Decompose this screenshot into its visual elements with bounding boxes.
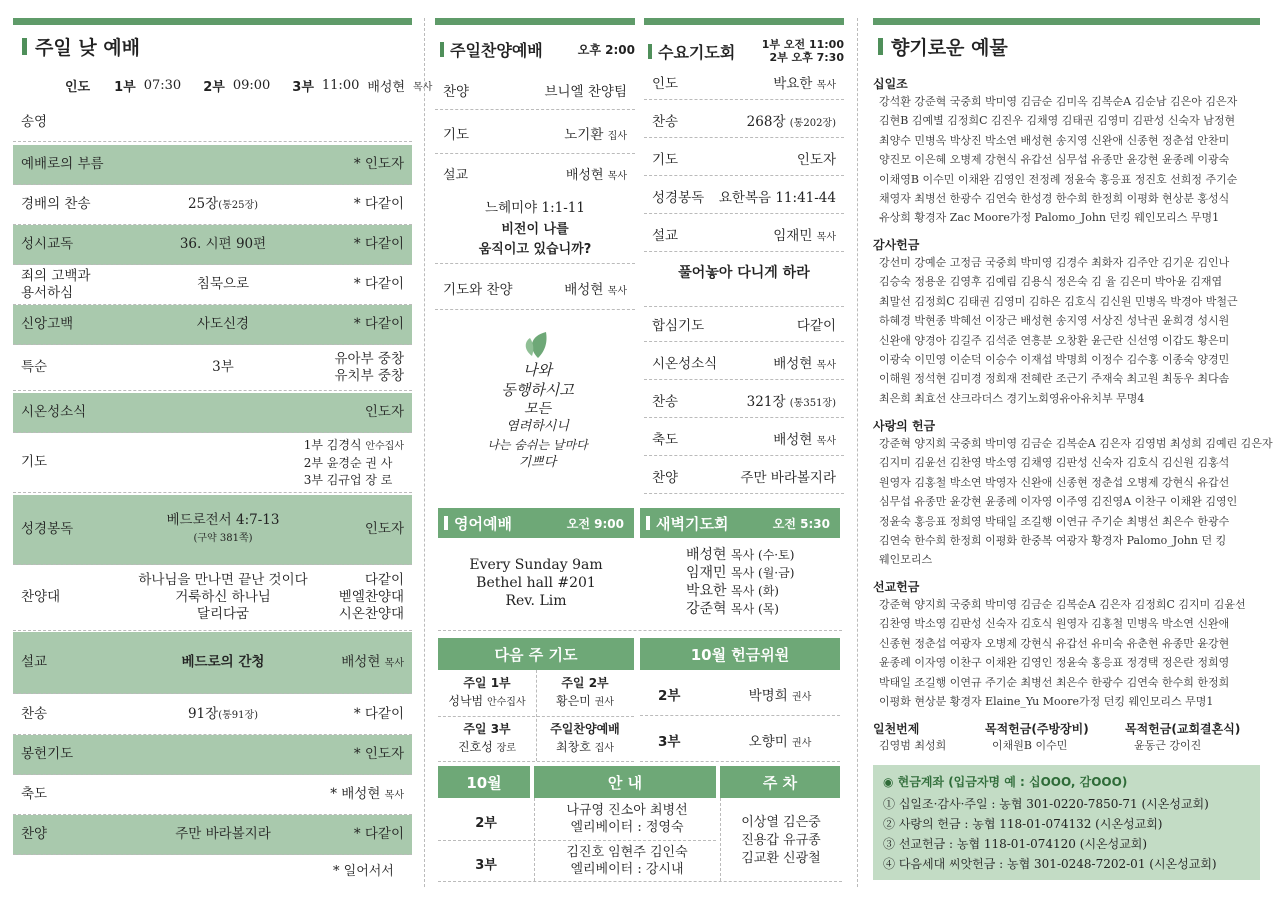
mission-offering-names [879,595,1246,711]
love-offering-names [879,434,1273,570]
worship-order-row [13,393,412,433]
order-item-leader: * 다같이 [353,236,404,252]
order-item-label: 기도 [652,151,679,168]
order-item-label: 죄의 고백과 용서하심 [21,267,91,301]
praise-row: 찬양 브니엘 찬양팀 [435,70,635,110]
calligraphy-art: 나와 동행하시고 모든 염려하시니 나는 숨쉬는 날마다 기쁘다 [470,330,605,490]
dawn-prayer-leaders [686,546,794,618]
english-worship-header: 영어예배 오전 9:00 [438,508,634,538]
order-item-value: 인도자 [796,151,836,168]
order-item-label: 설교 [21,654,48,670]
english-worship-info: Every Sunday 9am Bethel hall #201 Rev. Lim [469,557,603,609]
notice-guide-header: 안 내 [534,766,716,798]
order-item-content: 36. 시편 90편 [179,236,267,252]
next-week-prayer-header: 다음 주 기도 [438,638,634,670]
column-divider [424,18,425,887]
worship-order-row [13,815,412,855]
worship-order-row [13,305,412,345]
order-item-label: 찬양 [652,469,679,486]
donor-names-line: 강준혁 양지희 국중희 박미영 김금순 김복순A 김은자 김영범 최성희 김예린 김은자 [879,437,1273,450]
donor-names-line: 김현B 김예별 김정희C 김진우 김채영 김태권 김영미 김판성 신숙자 남정현 [879,114,1236,128]
worship-order-row [13,735,412,775]
order-item-value: 321장 (통351장) [746,393,836,410]
donor-names-line: 김지미 김윤선 김찬영 박소영 김채영 김판성 신숙자 김호식 김신원 김홍석 [879,456,1230,470]
next-week-prayer-grid [438,670,634,762]
standing-note: * 일어서서 [333,864,394,879]
order-item-label: 설교 [652,227,679,244]
divider [438,630,842,631]
order-item-leader: * 인도자 [353,156,404,172]
order-item-value: 임재민 목사 [773,227,836,244]
dawn-leader: 박요한 목사 (화) [686,583,779,599]
order-item-content: 주만 바라볼지라 [175,826,271,842]
donor-names-line: 정윤숙 홍응표 정희영 박태일 조길행 이연규 주기순 최병선 최은수 한광수 [879,514,1230,528]
purpose-kitchen-names: 이채원B 이수민 [992,739,1068,752]
order-item-leader: 인도자 [364,404,404,420]
bank-account-box: ◉ 현금계좌 (입금자명 예 : 십OOO, 감OOO) ① 십일조·감사·주일 : 농협 301-0220-7850-71 (시온성교회) ② 사랑의 헌금 : 농협 118-01-074132 (시온성교회) ③ 선교헌금 : 농협 118-01-074120 (시온성교회) ④ 다음세대 씨앗헌금 : 농협 301-0248-7202-01 (시온성교회) [873,765,1260,880]
top-bar-col2 [435,18,635,25]
wednesday-order-row [644,344,844,380]
order-item-label: 합심기도 [652,317,705,334]
order-item-label: 경배의 찬송 [21,196,91,212]
worship-order-row [13,775,412,815]
order-item-label: 기도 [21,454,48,470]
order-item-label: 찬송 [21,706,48,722]
order-item-content: 베드로의 간청 [181,654,265,670]
thousand-offering-label: 일천번제 [873,722,920,736]
offering-committee-row: 2부 박명희 권사 [640,672,840,716]
worship-order-row [13,495,412,565]
donor-names-line: 양진모 이은혜 오병제 강현식 유갑선 심무섭 유종만 윤강현 윤종례 이광숙 [879,153,1230,167]
prayer-praise-row: 기도와 찬양 배성현 목사 [435,266,635,310]
prayer-assignment: 주일 3부 진호성 장로 [458,722,516,754]
order-item-label: 인도 [652,75,679,92]
order-item-value: 배성현 목사 [773,355,836,372]
donor-names-line: 강석환 강준혁 국중희 박미영 김금순 김미옥 김복순A 김순남 김은아 김은자 [879,95,1238,108]
thousand-offering-names: 김영범 최성희 [879,739,947,752]
order-item-label: 성경봉독 [21,521,74,537]
order-item-content: 3부 [212,359,234,375]
worship-order-row [13,695,412,735]
love-offering-label: 사랑의 헌금 [873,419,936,433]
notice-month-header: 10월 [438,766,530,798]
order-item-label: 찬양 [21,826,48,842]
order-item-leader: * 인도자 [353,746,404,762]
tithe-label: 십일조 [873,77,908,91]
order-item-label: 특순 [21,359,48,375]
wednesday-order-row [644,458,844,494]
donor-names-line: 하혜경 박현종 박혜선 이장근 배성현 송지영 서상진 성낙권 윤희경 성시원 [879,314,1230,328]
order-item-leader: * 다같이 [353,826,404,842]
prayer-assignment: 주일 2부 황은미 권사 [556,676,614,708]
order-item-content: 사도신경 [196,316,250,332]
worship-order-row [13,345,412,391]
donor-names-line: 신종현 정춘섭 여광자 오병제 강현식 유갑선 유미숙 유춘현 유종만 윤강현 [879,636,1230,650]
offering-list-title: 향기로운 예물 [878,33,1008,60]
wednesday-order-row [644,216,844,252]
order-item-label: 찬양대 [21,589,61,605]
order-item-label: 시온성소식 [652,355,718,372]
donor-names-line: 김연숙 한수희 한정희 이평화 한중복 여광자 황경자 Palomo_John 던 킹 [879,534,1227,548]
order-item-label: 찬송 [652,393,679,410]
order-item-value: 배성현 목사 [773,431,836,448]
order-item-label: 찬송 [652,113,679,130]
order-item-value: 다같이 [796,317,836,334]
donor-names-line: 원영자 김홍철 박소연 박영자 신완애 신종현 정춘섭 오병제 강현식 유갑선 [879,475,1230,489]
wednesday-order-row [644,420,844,456]
order-item-leader: 배성현 목사 [341,653,404,670]
donor-names-line: 이해원 정석현 김미경 정희재 전혜란 조근기 주재숙 최고원 최동우 최다솜 [879,372,1230,386]
order-item-content: 25장(통25장) [187,195,259,212]
wednesday-order-row [644,64,844,100]
donor-names-line: 박태일 조길행 이연규 주기순 최병선 최은수 한광수 김연숙 한수희 한정희 [879,675,1230,689]
donor-names-line: 신완애 양경아 김길주 김석준 연흥분 오창환 윤근란 신선영 이갑도 황은미 [879,333,1230,347]
order-item-leader: * 다같이 [353,276,404,292]
wednesday-order-row [644,382,844,418]
donor-names-line: 강준혁 양지희 국중희 박미영 김금순 김복순A 김은자 김정희C 김지미 김윤선 [879,598,1246,611]
order-item-label: 축도 [652,431,679,448]
worship-order-row [13,433,412,493]
order-item-value: 요한복음 11:41-44 [718,189,836,206]
thanks-offering-names [879,253,1238,408]
order-item-label: 성경봉독 [652,189,705,206]
top-bar-col4 [873,18,1260,25]
prayer-assignment: 주일 1부 성낙범 안수집사 [448,676,526,708]
prayer-assignment: 주일찬양예배 최창호 집사 [550,722,620,754]
donor-names-line: 강선미 강예순 고정금 국중희 박미영 김경수 최화자 김주안 김기운 김인나 [879,256,1230,269]
order-item-leader: * 다같이 [353,196,404,212]
dawn-leader: 배성현 목사 (수·토) [686,547,795,563]
order-item-leader: * 다같이 [353,316,404,332]
order-item-leader: * 배성현 목사 [330,785,404,802]
order-item-leader: 유아부 중창 유치부 중창 [334,350,404,384]
order-item-content: 91장(통91장) [187,705,259,722]
wednesday-order-row [644,306,844,342]
offering-committee-header: 10월 헌금위원 [640,638,840,670]
donor-names-line: 최양수 민병옥 박상진 박소연 배성현 송지영 신완애 신종현 정춘섭 안찬미 [879,133,1230,147]
order-item-label: 신앙고백 [21,316,74,332]
order-item-content: 하나님을 만나면 끝난 것이다 거룩하신 하나님 달리다굼 [138,572,308,622]
tithe-names [879,92,1237,228]
order-item-label: 예배로의 부름 [21,156,104,172]
order-item-value: 268장 (통202장) [746,113,836,130]
donor-names-line: 윤종례 이자영 이찬구 이채완 김영인 정윤숙 홍응표 정경택 정은란 정희영 [879,656,1230,670]
donor-names-line: 이광숙 이민영 이순덕 이승수 이재섭 박명희 이정수 김수홍 이종숙 양경민 [879,353,1230,367]
wednesday-order-row [644,178,844,214]
donor-names-line: 웨인모리스 [879,553,933,567]
purpose-wedding-names: 윤동근 강이진 [1134,739,1202,752]
top-bar-col3 [644,18,844,25]
order-item-value: 박요한 목사 [773,75,836,92]
column-divider [857,18,858,887]
service-times: 인도 1부 07:30 2부 09:00 3부 11:00 배성현 목사 [65,78,433,95]
wednesday-order-row [644,140,844,176]
order-item-leader: 다같이 벧엘찬양대 시온찬양대 [338,572,404,622]
dawn-leader: 강준혁 목사 (목) [686,601,779,617]
worship-order-row [13,632,412,694]
worship-order-row [13,145,412,185]
dawn-leader: 임재민 목사 (월·금) [686,565,795,581]
order-item-content: 베드로전서 4:7-13 (구약 381쪽) [166,512,280,544]
donor-names-line: 이채영B 이수민 이채완 김영인 전정례 정윤숙 홍응표 정진호 선희정 주기순 [879,172,1238,186]
worship-order-row [13,185,412,225]
order-item-label: 축도 [21,786,48,802]
purpose-wedding-label: 목적헌금(교회결혼식) [1125,722,1241,736]
order-item-label: 봉헌기도 [21,746,74,762]
worship-order-row [13,104,412,142]
order-item-value: 주만 바라볼지라 [740,469,836,486]
mission-offering-label: 선교헌금 [873,580,920,594]
donor-names-line: 채영자 최병선 한광수 김연숙 한성경 한수희 한정희 이평화 현상분 홍성식 [879,192,1230,206]
dawn-prayer-header: 새벽기도회 오전 5:30 [640,508,840,538]
purpose-kitchen-label: 목적헌금(주방장비) [985,722,1089,736]
donor-names-line: 유상희 황경자 Zac Moore가정 Palomo_John 던킹 웨인모리스 무명1 [879,211,1220,225]
thanks-offering-label: 감사헌금 [873,238,920,252]
sermon-block: 설교 배성현 목사 느헤미야 1:1-11 비전이 나를 움직이고 있습니까? [435,156,635,264]
notice-table: 2부 나규영 진소아 최병선 엘리베이터 : 정영숙 3부 김진호 임현주 김인숙 엘리베이터 : 강시내 이상열 김은중 진용갑 유규종 김교환 신광철 [438,798,842,882]
donor-names-line: 최은희 최효선 샨크라더스 경기노회영유아유치부 무명4 [879,391,1145,405]
praise-worship-title: 주일찬양예배 오후 2:00 [440,38,635,61]
worship-order-row [13,565,412,631]
order-item-leader: * 다같이 [353,706,404,722]
order-item-leader: 인도자 [364,521,404,537]
donor-names-line: 김찬영 박소영 김판성 신숙자 김호식 원영자 김홍철 민병옥 박소연 신완애 [879,617,1230,631]
notice-parking-header: 주 차 [720,766,840,798]
wednesday-order-row [644,102,844,138]
offering-committee-row: 3부 오향미 권사 [640,718,840,762]
top-bar-col1 [13,18,412,25]
order-item-content: 침묵으로 [196,276,250,292]
prayer-row: 기도 노기환 집사 [435,112,635,154]
worship-order-row [13,225,412,265]
donor-names-line: 김승숙 정용운 김영후 김예림 김용식 정은숙 김 율 김은미 박아윤 김재엽 [879,275,1223,289]
wednesday-sermon-title: 풀어놓아 다니게 하라 [678,265,810,281]
wednesday-prayer-title: 수요기도회 1부 오전 11:00 2부 오후 7:30 [648,38,844,64]
donor-names-line: 최말선 김정희C 김태권 김영미 김하은 김호식 김신원 민병옥 박경아 박철근 [879,294,1238,308]
prayer-leaders: 1부 김경식 안수집사 2부 윤경순 권 사 3부 김규업 장 로 [303,437,404,487]
order-item-label: 성시교독 [21,236,74,252]
worship-order-row [13,265,412,305]
leaf-icon [518,330,558,360]
order-item-label: 시온성소식 [21,404,87,420]
sunday-worship-title: 주일 낮 예배 [22,33,140,60]
order-item-label: 송영 [21,114,48,130]
donor-names-line: 심무섭 유종만 윤강현 윤종례 이자영 이주영 김진영A 이찬구 이채완 김영인 [879,495,1238,509]
donor-names-line: 이평화 현상분 황경자 Elaine_Yu Moore가정 던킹 웨인모리스 무명1 [879,695,1214,709]
